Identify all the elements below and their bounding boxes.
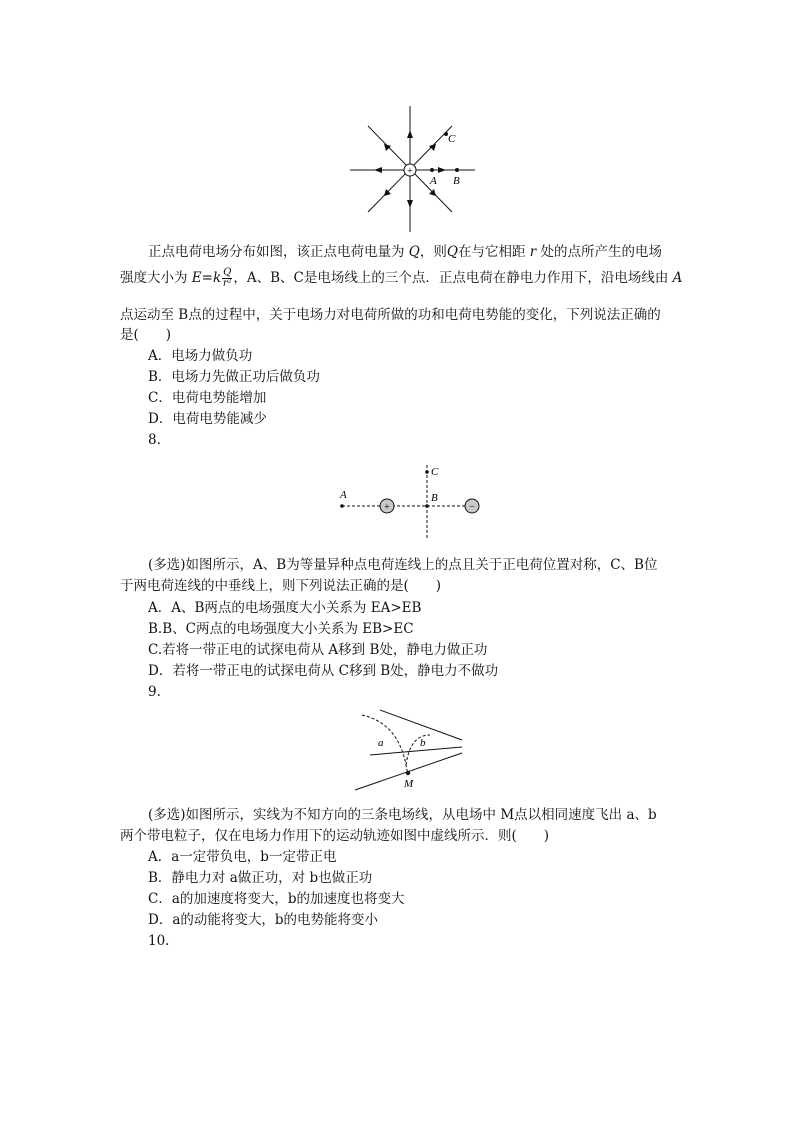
q8-option-d: D．若将一带正电的试探电荷从 C移到 B处，静电力不做功 — [148, 663, 499, 679]
figure-dipole — [332, 460, 492, 545]
point-b — [425, 504, 429, 508]
plus-sign: + — [384, 502, 390, 513]
point-m — [406, 771, 410, 775]
question-number-10: 10. — [148, 933, 170, 949]
q7-option-a: A．电场力做负功 — [148, 348, 253, 364]
label-a: a — [378, 737, 384, 749]
q9-option-d: D．a的动能将变大，b的电势能将变小 — [148, 912, 379, 928]
q7-option-b: B．电场力先做正功后做负功 — [148, 369, 320, 385]
q9-option-a: A．a一定带负电，b一定带正电 — [148, 849, 337, 865]
q8-option-c: C.若将一带正电的试探电荷从 A移到 B处，静电力做正功 — [148, 642, 488, 658]
minus-sign: − — [469, 502, 475, 513]
label-a: A — [430, 175, 437, 187]
label-b: B — [431, 492, 438, 504]
label-a: A — [340, 489, 347, 501]
question-number-8: 8. — [148, 432, 161, 448]
q7-option-d: D．电荷电势能减少 — [148, 411, 267, 427]
q8-line-2: 于两电荷连线的中垂线上，则下列说法正确的是( ) — [120, 578, 442, 594]
q8-option-b: B.B、C两点的电场强度大小关系为 EB>EC — [148, 621, 414, 637]
q7-option-c: C．电荷电势能增加 — [148, 390, 267, 406]
label-c: C — [448, 133, 456, 145]
point-a — [340, 504, 344, 508]
q7-line-4: 是( ) — [120, 327, 172, 343]
q8-line-1: (多选)如图所示，A、B为等量异种点电荷连线上的点且关于正电荷位置对称，C、B位 — [148, 557, 658, 573]
point-b — [455, 168, 459, 172]
q7-line-2: 强度大小为 E=k $\frac{Q}{\text{r²}}$ ，A、B、C是电场线上的三个点．正点电荷在静电力作用下，沿电场线由 A — [120, 267, 683, 289]
q9-line-1: (多选)如图所示，实线为不知方向的三条电场线，从电场中 M点以相同速度飞出 a、b — [148, 807, 657, 823]
label-b: b — [420, 737, 426, 749]
q9-line-2: 两个带电粒子，仅在电场力作用下的运动轨迹如图中虚线所示．则( ) — [120, 828, 550, 844]
trajectory-a — [362, 715, 406, 765]
label-b: B — [453, 175, 460, 187]
q9-option-c: C．a的加速度将变大，b的加速度也将变大 — [148, 891, 405, 907]
figure-trajectories — [350, 705, 470, 795]
q7-line-3: 点运动至 B点的过程中，关于电场力对电荷所做的功和电荷电势能的变化，下列说法正确的 — [120, 307, 661, 323]
figure-positive-charge-field — [340, 100, 490, 235]
fraction: $\frac{Q}{\text{r²}}$ — [222, 267, 232, 289]
label-m: M — [404, 778, 414, 790]
q7-line-1: 正点电荷电场分布如图，该正点电荷电量为 Q，则Q在与它相距 r 处的点所产生的电场 — [148, 244, 663, 260]
plus-sign: + — [407, 166, 413, 177]
label-c: C — [431, 466, 439, 478]
question-number-9: 9. — [148, 684, 161, 700]
point-a — [430, 168, 434, 172]
point-c — [425, 470, 429, 474]
q8-option-a: A．A、B两点的电场强度大小关系为 EA>EB — [148, 600, 422, 616]
q9-option-b: B．静电力对 a做正功，对 b也做正功 — [148, 870, 373, 886]
